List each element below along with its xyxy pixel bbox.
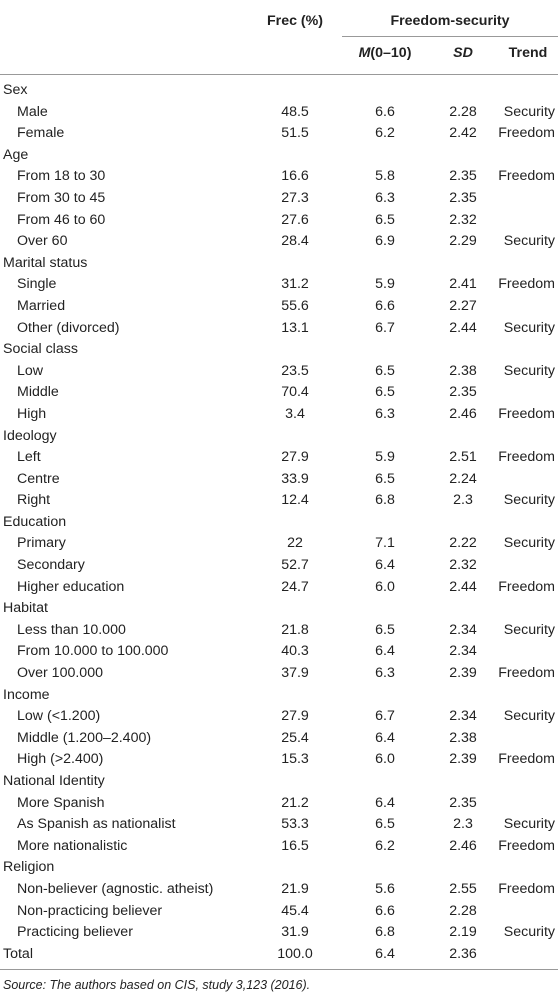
table-row — [0, 361, 558, 383]
mean-value: 6.3 — [375, 405, 395, 422]
frec-value: 48.5 — [281, 103, 309, 120]
table-row — [0, 814, 558, 836]
sd-value: 2.32 — [449, 211, 477, 228]
table-row — [0, 102, 558, 124]
row-label: Middle (1.200–2.400) — [17, 729, 152, 746]
sd-value: 2.51 — [449, 449, 477, 466]
frec-value: 12.4 — [281, 492, 309, 509]
mean-value: 6.8 — [375, 924, 395, 941]
sd-value: 2.19 — [449, 924, 477, 941]
mean-value: 6.3 — [375, 189, 395, 206]
header-mean — [330, 38, 440, 67]
frec-value: 16.6 — [281, 168, 309, 185]
row-label: Income — [3, 686, 50, 703]
category-row — [0, 426, 558, 448]
frec-value: 27.3 — [281, 189, 309, 206]
frec-value: 31.2 — [281, 276, 309, 293]
table-row — [0, 296, 558, 318]
frec-value: 13.1 — [281, 319, 309, 336]
mean-value: 6.0 — [375, 751, 395, 768]
frec-value: 45.4 — [281, 902, 309, 919]
sd-value: 2.41 — [449, 276, 477, 293]
header-trend: Trend — [508, 44, 548, 61]
trend-value: Freedom — [498, 880, 555, 897]
row-label: Total — [3, 945, 33, 962]
trend-value: Freedom — [498, 665, 555, 682]
trend-value: Security — [503, 103, 555, 120]
sd-value: 2.35 — [449, 384, 477, 401]
sd-value: 2.28 — [449, 103, 477, 120]
row-label: Over 60 — [17, 233, 68, 250]
trend-value: Security — [503, 362, 555, 379]
header-row-sub — [0, 38, 558, 67]
table-row — [0, 210, 558, 232]
table-row — [0, 749, 558, 771]
mean-value: 6.4 — [375, 945, 395, 962]
sd-value: 2.32 — [449, 557, 477, 574]
header-sd: SD — [453, 44, 473, 61]
frec-value: 40.3 — [281, 643, 309, 660]
sd-value: 2.39 — [449, 665, 477, 682]
frec-value: 53.3 — [281, 816, 309, 833]
row-label: Less than 10.000 — [17, 621, 126, 638]
sd-value: 2.28 — [449, 902, 477, 919]
table-row — [0, 793, 558, 815]
mean-value: 6.2 — [375, 125, 395, 142]
row-label: Married — [17, 297, 66, 314]
frec-value: 21.9 — [281, 880, 309, 897]
row-label: Low (<1.200) — [17, 708, 101, 725]
table-row — [0, 469, 558, 491]
sd-value: 2.46 — [449, 405, 477, 422]
trend-value: Freedom — [498, 276, 555, 293]
mean-value: 6.8 — [375, 492, 395, 509]
table-row — [0, 166, 558, 188]
sd-value: 2.29 — [449, 233, 477, 250]
table-bottom-rule — [0, 969, 558, 970]
header-divider — [0, 74, 558, 75]
mean-value: 6.0 — [375, 578, 395, 595]
mean-value: 6.5 — [375, 816, 395, 833]
sd-value: 2.44 — [449, 319, 477, 336]
row-label: High — [17, 405, 47, 422]
group-divider — [342, 36, 558, 37]
frec-value: 27.6 — [281, 211, 309, 228]
trend-value: Security — [503, 708, 555, 725]
table-row — [0, 901, 558, 923]
trend-value: Freedom — [498, 125, 555, 142]
row-label: From 30 to 45 — [17, 189, 106, 206]
mean-value: 6.6 — [375, 297, 395, 314]
mean-value: 5.6 — [375, 880, 395, 897]
frec-value: 31.9 — [281, 924, 309, 941]
row-label: Single — [17, 276, 57, 293]
category-row — [0, 685, 558, 707]
trend-value: Security — [503, 319, 555, 336]
frec-value: 16.5 — [281, 837, 309, 854]
frec-value: 3.4 — [285, 405, 305, 422]
row-label: Habitat — [3, 600, 48, 617]
table-row — [0, 620, 558, 642]
table-row — [0, 922, 558, 944]
sd-value: 2.34 — [449, 643, 477, 660]
table-row — [0, 836, 558, 858]
frec-value: 22 — [287, 535, 303, 552]
sd-value: 2.38 — [449, 729, 477, 746]
table-row — [0, 879, 558, 901]
sd-value: 2.34 — [449, 708, 477, 725]
total-row — [0, 944, 558, 966]
table-row — [0, 447, 558, 469]
mean-value: 6.5 — [375, 362, 395, 379]
row-label: Male — [17, 103, 48, 120]
table-row — [0, 641, 558, 663]
table-row — [0, 490, 558, 512]
sd-value: 2.55 — [449, 880, 477, 897]
row-label: National Identity — [3, 773, 105, 789]
mean-value: 6.5 — [375, 384, 395, 401]
sd-value: 2.39 — [449, 751, 477, 768]
mean-value: 6.5 — [375, 621, 395, 638]
sd-value: 2.35 — [449, 794, 477, 811]
frec-value: 52.7 — [281, 557, 309, 574]
mean-value: 6.4 — [375, 643, 395, 660]
sd-value: 2.34 — [449, 621, 477, 638]
row-label: More nationalistic — [17, 837, 128, 854]
table-row — [0, 404, 558, 426]
sd-value: 2.35 — [449, 189, 477, 206]
frec-value: 55.6 — [281, 297, 309, 314]
mean-value: 6.4 — [375, 729, 395, 746]
sd-value: 2.44 — [449, 578, 477, 595]
sd-value: 2.3 — [453, 492, 473, 509]
row-label: Over 100.000 — [17, 665, 103, 682]
table-row — [0, 382, 558, 404]
row-label: From 46 to 60 — [17, 211, 106, 228]
frec-value: 21.8 — [281, 621, 309, 638]
mean-value: 6.4 — [375, 557, 395, 574]
row-label: Left — [17, 449, 41, 466]
row-label: More Spanish — [17, 794, 105, 811]
mean-value: 6.5 — [375, 470, 395, 487]
mean-value: 5.8 — [375, 168, 395, 185]
table-row — [0, 706, 558, 728]
table-row — [0, 533, 558, 555]
mean-value: 6.4 — [375, 794, 395, 811]
trend-value: Freedom — [498, 168, 555, 185]
sd-value: 2.35 — [449, 168, 477, 185]
row-label: Education — [3, 513, 67, 530]
frec-value: 25.4 — [281, 729, 309, 746]
sd-value: 2.36 — [449, 945, 477, 962]
category-row — [0, 145, 558, 167]
row-label: Other (divorced) — [17, 319, 120, 336]
frec-value: 70.4 — [281, 384, 309, 401]
table-row — [0, 274, 558, 296]
row-label: Low — [17, 362, 44, 379]
row-label: Social class — [3, 341, 78, 358]
trend-value: Security — [503, 621, 555, 638]
row-label: Sex — [3, 82, 28, 98]
trend-value: Security — [503, 924, 555, 941]
category-row — [0, 771, 558, 793]
row-label: Age — [3, 146, 29, 163]
category-row — [0, 339, 558, 361]
row-label: Marital status — [3, 254, 88, 271]
trend-value: Security — [503, 233, 555, 250]
row-label: Centre — [17, 470, 60, 487]
row-label: Higher education — [17, 578, 125, 595]
row-label: Female — [17, 125, 65, 142]
sd-value: 2.27 — [449, 297, 477, 314]
header-freedom-security: Freedom-security — [390, 13, 510, 29]
row-label: High (>2.400) — [17, 751, 104, 768]
row-label: As Spanish as nationalist — [17, 816, 176, 833]
row-label: Secondary — [17, 557, 85, 574]
mean-value: 6.6 — [375, 103, 395, 120]
mean-value: 6.6 — [375, 902, 395, 919]
mean-value: 6.7 — [375, 319, 395, 336]
table-body — [0, 80, 558, 965]
header-row-top — [0, 6, 558, 36]
row-label: Primary — [17, 535, 66, 552]
mean-value: 6.7 — [375, 708, 395, 725]
frec-value: 23.5 — [281, 362, 309, 379]
trend-value: Security — [503, 816, 555, 833]
trend-value: Freedom — [498, 751, 555, 768]
frec-value: 27.9 — [281, 449, 309, 466]
sd-value: 2.3 — [453, 816, 473, 833]
row-label: Non-believer (agnostic. atheist) — [17, 880, 214, 897]
table-row — [0, 728, 558, 750]
frec-value: 21.2 — [281, 794, 309, 811]
mean-value: 6.3 — [375, 665, 395, 682]
trend-value: Freedom — [498, 578, 555, 595]
table-row — [0, 123, 558, 145]
table-row — [0, 577, 558, 599]
header-frec: Frec (%) — [267, 13, 323, 29]
row-label: Middle — [17, 384, 59, 401]
frec-value: 28.4 — [281, 233, 309, 250]
trend-value: Security — [503, 535, 555, 552]
row-label: Practicing believer — [17, 924, 133, 941]
frec-value: 33.9 — [281, 470, 309, 487]
trend-value: Freedom — [498, 449, 555, 466]
table-row — [0, 188, 558, 210]
table-row — [0, 231, 558, 253]
header-mean-range: (0–10) — [370, 44, 412, 61]
row-label: From 18 to 30 — [17, 168, 106, 185]
row-label: Religion — [3, 859, 55, 876]
sd-value: 2.42 — [449, 125, 477, 142]
category-row — [0, 598, 558, 620]
frec-value: 37.9 — [281, 665, 309, 682]
mean-value: 5.9 — [375, 276, 395, 293]
sd-value: 2.38 — [449, 362, 477, 379]
frec-value: 51.5 — [281, 125, 309, 142]
trend-value: Freedom — [498, 405, 555, 422]
mean-value: 5.9 — [375, 449, 395, 466]
frec-value: 27.9 — [281, 708, 309, 725]
frec-value: 24.7 — [281, 578, 309, 595]
table-row — [0, 318, 558, 340]
trend-value: Freedom — [498, 837, 555, 854]
mean-value: 6.9 — [375, 233, 395, 250]
category-row — [0, 857, 558, 879]
row-label: Non-practicing believer — [17, 902, 163, 919]
mean-value: 6.5 — [375, 211, 395, 228]
table-row — [0, 663, 558, 685]
sd-value: 2.24 — [449, 470, 477, 487]
mean-value: 6.2 — [375, 837, 395, 854]
category-row — [0, 253, 558, 275]
row-label: Right — [17, 492, 51, 509]
sd-value: 2.22 — [449, 535, 477, 552]
mean-value: 7.1 — [375, 535, 395, 552]
source-note: Source: The authors based on CIS, study 3,123 (2016). — [3, 978, 311, 992]
frec-value: 15.3 — [281, 751, 309, 768]
category-row — [0, 512, 558, 534]
sd-value: 2.46 — [449, 837, 477, 854]
row-label: Ideology — [3, 427, 57, 444]
frec-value: 100.0 — [277, 945, 313, 962]
category-row — [0, 80, 558, 102]
row-label: From 10.000 to 100.000 — [17, 643, 169, 660]
table-row — [0, 555, 558, 577]
header-mean-letter: M — [358, 44, 371, 61]
trend-value: Security — [503, 492, 555, 509]
